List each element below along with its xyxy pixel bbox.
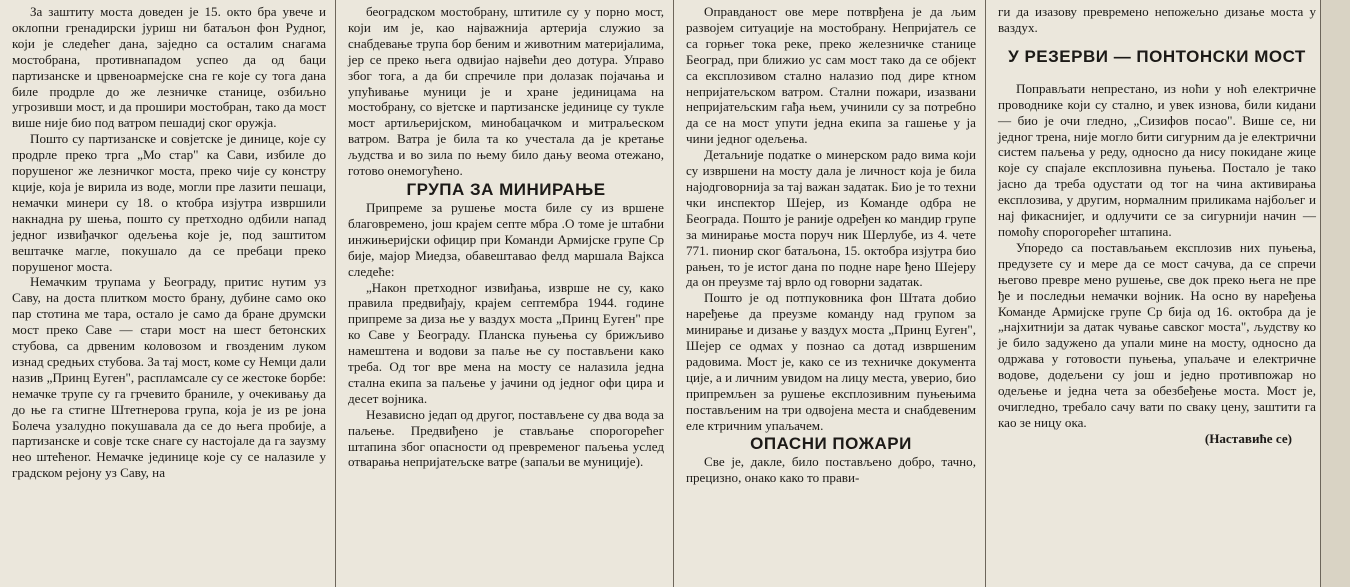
column-2 xyxy=(336,0,674,587)
paragraph: Упоредо са постављањем експлозив них пуњења, предузете су и мере да се мост сачува, да се спречи његово превре мено рушење, све док преко њега не пре ђе и последњи немачки војник. На осно ву наређења Команде Армијске групе Ср бија од 16. октобра да је „најхитнији за датак чување савског моста", људству ко је било задужено да упали мине на мосту, односно да одржава у готовости пуњења, упаљаче и електричне водове, додељени су још и једно противпожар но одељење и једна чета за обезбеђење моста. Мост је, очигледно, требало сачу вати по сваку цену, заштити га као зе ницу ока. xyxy=(998,239,1316,430)
paragraph: Пошто су партизанске и совјетске је динице, које су продрле преко трга „Мо стар" ка Сави, избиле до порушеног же лезничког моста, преко чије су констру кције, која је вирила из воде, могли пре лазити пешаци, немачки минери су 18. о ктобра изјутра извршили накнадна ру шења, пошто су претходно одбили напад једног извиђачког одељења које је, под заштитом вештачке магле, покушало да се пребаци преко порушеног моста. xyxy=(12,131,326,274)
paragraph: Детаљније податке о минерском радо вима који су извршени на мосту дала је личност која је била најодговорнија за тај важан задатак. Био је то техни чки инспектор Шејер, из Команде одбра не Београда. Пошто је раније одређен ко мандир групе за минирање моста поруч ник Шерлубе, из 4. чете 771. пионир ског батаљона, 15. октобра изјутра био рањен, то је истог дана по подне наре ђено Шејеру да он преузме тај врло од говорни задатак. xyxy=(686,147,976,290)
section-heading-mining-group: ГРУПА ЗА МИНИРАЊЕ xyxy=(406,179,606,199)
to-be-continued-note: (Наставиће се) xyxy=(1204,430,1292,446)
section-heading-fires: ОПАСНИ ПОЖАРИ xyxy=(750,434,912,454)
paragraph: Пошто је од потпуковника фон Штата добио наређење да преузме команду над групом за минирање и дизање у ваздух моста „Принц Еуген", Шејер се одмах у познао са дотад извршеним радовима. Мост је, како се из техничке документа ције, а и личним увидом на лицу места, уверио, био припремљен за рушење експлозивним пуњењима постављеним на три одвојена места и снабдевеним еле ктричним упаљачем. xyxy=(686,290,976,433)
column-1 xyxy=(0,0,336,587)
paragraph: Независно једап од другог, постављене су два вода за паљење. Предвиђено је стављање спорогорећег штапина због опасности од превременог паљења услед отварања непријатељске ватре (запаљи ве муниције). xyxy=(348,406,664,470)
adjacent-page-edge xyxy=(1321,0,1350,587)
paragraph: Поправљати непрестано, из ноћи у ноћ електричне проводнике који су стално, и увек изнова, били кидани — био је очи гледно, „Сизифов посао". Више се, ни једног трена, није могло бити сигурним да је електрични систем паљења у реду, односно да нису покидане жице које су спајале експлозивна пуњења. Постало је тако јасно да треба одустати од тог на чина активирања експлозива, у другим, нормалним приликама најбољег и нај фикаснијег, и одлучити се за сигурнији начин — помоћу спорогорећег штапина. xyxy=(998,80,1316,239)
paragraph-continuation: ги да изазову превремено непожељно дизање моста у ваздух. xyxy=(998,4,1316,35)
section-heading-pontoon-bridge: У РЕЗЕРВИ — ПОНТОНСКИ МОСТ xyxy=(1008,46,1306,66)
column-4 xyxy=(986,0,1350,587)
paragraph: „Након претходног извиђања, изврше не су, како правила предвиђају, крајем септембра 1944. године припреме за диза ње у ваздух моста „Принц Еуген" пре ко Саве у Београду. Планска пуњења су брижљиво намештена и водови за паље ње су постављени како треба. Од тог вре мена на мосту се налазила једна стална екипа за паљење у јачини од једног офи цира и десет војника. xyxy=(348,279,664,406)
paragraph: Припреме за рушење моста биле су из вршене благовремено, још крајем септе мбра .О томе је штабни инжињеријски официр при Команди Армијске групе Ср бије, мајор Миедза, обавештавао фелд маршала Вајкса следеће: xyxy=(348,199,664,279)
paragraph: београдском мостобрану, штитиле су у порно мост, који им је, као најважнија артерија служио за снабдевање трупа бор беним и животним материјалима, јер се преко њега одвијао највећи део дотура. Управо због тога, а да би спречиле при долазак појачања и упућивање муници је и хране јединицама на мостобрану, со вјетске и партизанске јединице су тукле мост артиљеријском, минобацачком и митраљеском ватром. Ватра је била та ко учестала да је кретање људства и во зила по њему било дању веома отежано, готово онемогућено. xyxy=(348,4,664,179)
paragraph: Све је, дакле, било постављено добро, тачно, прецизно, онако како то прави- xyxy=(686,454,976,486)
paragraph: За заштиту моста доведен је 15. окто бра увече и оклопни гренадирски јуриш ни батаљон фон Рудног, који је следећег дана, заједно са осталим снагама мостобрана, противнападом успео да од баци партизанске и црвеноармејске сна ге које су тога дана биле продрле до же лезничке станице, озбиљно угрозивши мост, и да прошири мостобран, тако да мост више није био под ватром пешадиј ског оружја. xyxy=(12,4,326,131)
column-divider xyxy=(985,0,986,587)
column-divider xyxy=(673,0,674,587)
column-divider xyxy=(335,0,336,587)
column-3 xyxy=(674,0,986,587)
paragraph: Немачким трупама у Београду, притис нутим уз Саву, на доста плитком мосто брану, дубине само око пар стотина ме тара, остало је само да бране друмски мост преко Саве — стари мост на шест бетонских стубова, са дрвеним коловозом и гвозденим луком изнад средњих стубова. За тај мост, коме су Немци дали назив „Принц Еуген", распламсале су се жестоке борбе: немачке трупе су га грчевито браниле, у очекивању да до ње га стигне Штетнерова група, која је из ре јона Болеча узалудно покушавала да се до њега пробије, а партизанске и совје тске снаге су настојале да га заузму нео штећеног. Немачке јединице које су се налазиле у градском рејону уз Саву, на xyxy=(12,274,326,481)
paragraph: Оправданост ове мере потврђена је да љим развојем ситуације на мостобрану. Непријатељ се са горњег тока реке, преко железничке станице Београд, при ближио ус сам мост тако да се објект са експлозивом стално налазио под дире ктном непријатељском ватром. Стални пожари, изазвани непријатељским гађа њем, учинили су за потребно да се на мост упути једна екипа за гашење у ја чини једног одељења. xyxy=(686,4,976,147)
